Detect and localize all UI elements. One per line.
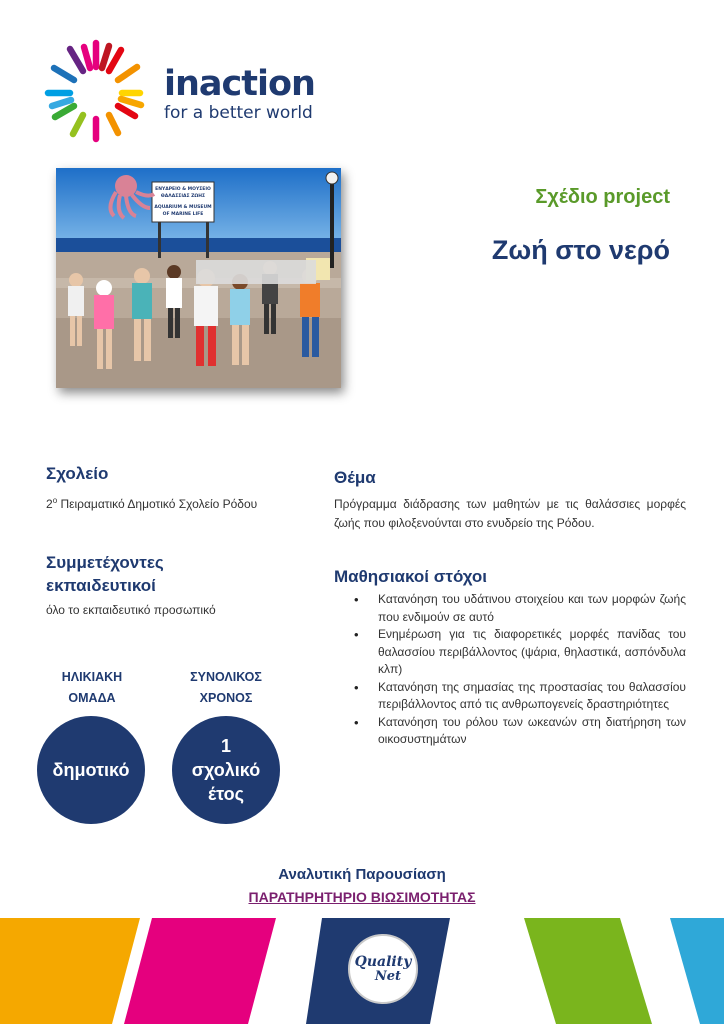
logo-brand-prefix: in: [164, 64, 199, 104]
goal-item: • Ενημέρωση για τις διαφορετικές μορφές πανίδας του θαλασσίου περιβάλλοντος (ψάρια, θηλαστικά, ασπόνδυλα κλπ): [334, 626, 686, 679]
total-time-value-line2: σχολικό: [191, 760, 261, 780]
sign-text-line1: ΕΝΥΔΡΕΙΟ & ΜΟΥΣΕΙΟ: [155, 187, 211, 192]
logo-wordmark: [164, 66, 315, 123]
logo-brand-main: action: [198, 64, 315, 104]
total-time-label: [166, 667, 286, 709]
total-time-label-line1: ΣΥΝΟΛΙΚΟΣ: [190, 670, 262, 684]
theme-section: [334, 466, 686, 533]
logo-tagline: for a better world: [164, 103, 313, 123]
age-group-label: [32, 667, 152, 709]
aquarium-visit-photo: [56, 168, 341, 388]
aquarium-photo-illustration: [56, 168, 341, 388]
school-name-ordinal: 2: [46, 497, 53, 511]
goal-item: • Κατανόηση της σημασίας της προστασίας του θαλασσίου περιβάλλοντος από τις ανθρωπογενείς δραστηριότητες: [334, 679, 686, 714]
total-time-value-line3: έτος: [207, 784, 244, 804]
learning-goals-section: [334, 565, 686, 749]
teachers-heading-line2: εκπαιδευτικοί: [46, 576, 156, 595]
stripe-blue: [670, 918, 724, 1024]
school-name-sup: ο: [52, 496, 58, 505]
goal-item: • Κατανόηση του υδάτινου στοιχείου και των μορφών ζωής που ενδιμούν σε αυτό: [334, 591, 686, 626]
sign-text-line4: OF MARINE LIFE: [162, 212, 204, 217]
goals-heading: Μαθησιακοί στόχοι: [334, 567, 487, 586]
age-group-badge: [37, 716, 145, 824]
sustainability-observatory-link[interactable]: ΠΑΡΑΤΗΡΗΤΗΡΙΟ ΒΙΩΣΙΜΟΤΗΤΑΣ: [248, 889, 476, 905]
project-title: Ζωή στο νερό: [491, 235, 670, 265]
goals-list: [334, 591, 686, 749]
logo-brand: [164, 66, 315, 102]
teachers-section: [46, 551, 306, 620]
teachers-heading-line1: Συμμετέχοντες: [46, 553, 164, 572]
project-label: Σχέδιο project: [535, 186, 670, 208]
analysis-title: Αναλυτική Παρουσίαση: [278, 866, 446, 883]
stripe-magenta: [124, 918, 276, 1024]
total-time-value-line1: 1: [220, 736, 231, 756]
stripe-orange: [0, 918, 140, 1024]
total-time-label-line2: ΧΡΟΝΟΣ: [199, 691, 253, 705]
sunburst-logo-icon: [40, 38, 152, 148]
teachers-text: όλο το εκπαιδευτικό προσωπικό: [46, 603, 216, 617]
analysis-section: [0, 866, 724, 907]
age-group-label-line1: ΗΛΙΚΙΑΚΗ: [61, 670, 123, 684]
qualitynet-logo-top: Quality: [354, 954, 412, 970]
sign-text-line3: AQUARIUM & MUSEUM: [154, 205, 212, 210]
school-name-rest: Πειραματικό Δημοτικό Σχολείο Ρόδου: [57, 497, 258, 511]
goal-item: • Κατανόηση του ρόλου των ωκεανών στη διατήρηση των οικοσυστημάτων: [334, 714, 686, 749]
theme-text: Πρόγραμμα διάδρασης των μαθητών με τις θαλάσσιες μορφές ζωής που φιλοξενούνται στο ενυδρείο της Ρόδου.: [334, 497, 686, 530]
total-time-badge: [172, 716, 280, 824]
qualitynet-logo: [348, 934, 418, 1004]
school-name: [46, 491, 306, 514]
theme-heading: Θέμα: [334, 468, 376, 487]
age-group-value: δημοτικό: [52, 759, 130, 780]
sign-text-line2: ΘΑΛΑΣΣΙΑΣ ΖΩΗΣ: [160, 194, 206, 199]
stripe-green: [524, 918, 652, 1024]
age-group-label-line2: ΟΜΑΔΑ: [68, 691, 116, 705]
school-section: [46, 462, 306, 514]
qualitynet-logo-bottom: Net: [374, 969, 402, 984]
inaction-logo: [40, 38, 340, 148]
school-heading: Σχολείο: [46, 464, 109, 483]
